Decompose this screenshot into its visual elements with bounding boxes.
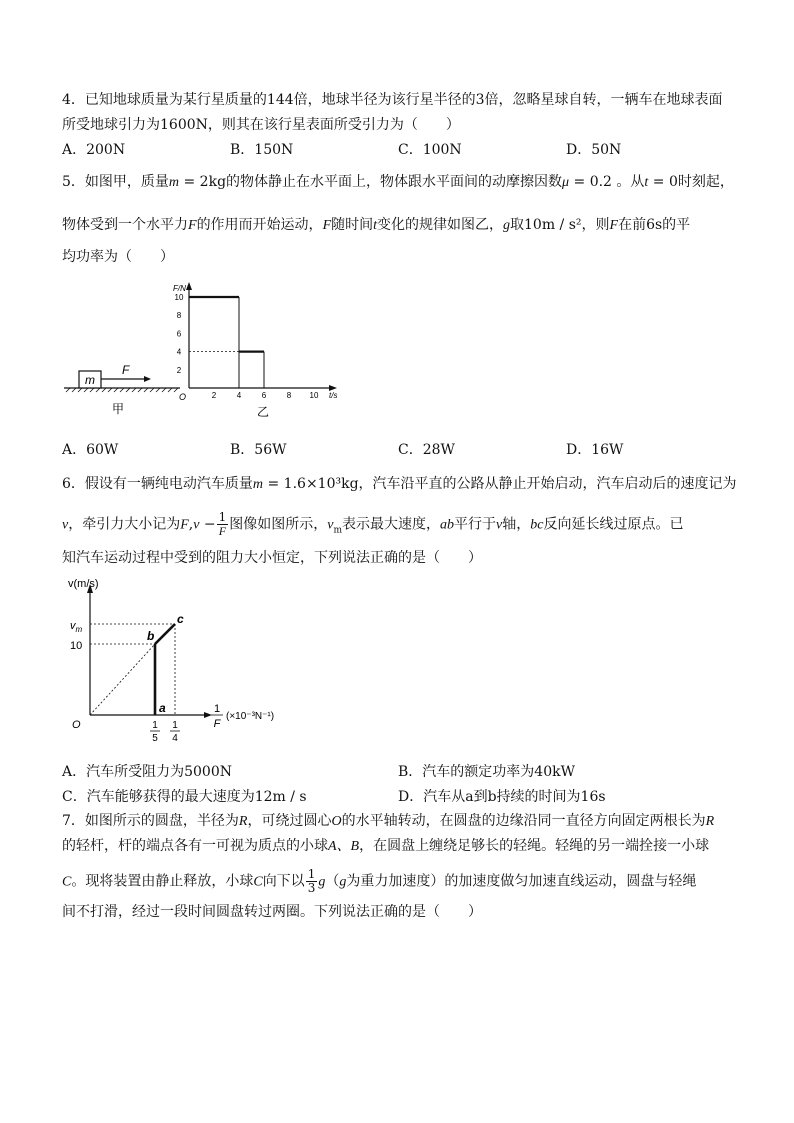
vf-vm-label: $v_m$	[70, 620, 83, 634]
vf-x-den: F	[213, 718, 221, 730]
caption-jia: 甲	[112, 402, 125, 415]
q6-option-d: D．汽车从a到b持续的时间为16s	[398, 789, 606, 805]
q6-line-3: 知汽车运动过程中受到的阻力大小恒定，下列说法正确的是（ ）	[62, 550, 482, 566]
q5-line-2: 物体受到一个水平力F的作用而开始运动，F随时间t变化的规律如图乙，g取10m / s²，则F在前6s的平	[62, 217, 691, 233]
force-f-label: F	[122, 363, 130, 377]
q7-line-2: 的轻杆，杆的端点各有一可视为质点的小球A、B，在圆盘上缠绕足够长的轻绳。轻绳的另一端拴接一小球	[62, 838, 710, 854]
q7-line-1: 7．如图所示的圆盘，半径为R，可绕过圆心O的水平轴转动，在圆盘的边缘沿同一直径方向固定两根长为R	[62, 813, 715, 829]
q6-option-a: A．汽车所受阻力为5000N	[62, 764, 232, 780]
q7-line-3: C。现将装置由静止释放，小球C向下以 $\frac{1}{3}$ g（g为重力加速度）的加速度做匀加速直线运动，圆盘与轻绳	[62, 867, 697, 895]
caption-yi: 乙	[257, 405, 270, 419]
vf-segment-bc	[155, 624, 175, 644]
ft-x-tick-label: 8	[286, 391, 292, 400]
q5-figure-jia	[62, 355, 182, 415]
ft-y-tick-label: 4	[176, 347, 182, 357]
ft-x-label: t/s	[329, 391, 338, 400]
q7-line-4: 间不打滑，经过一段时间圆盘转过两圈。下列说法正确的是（ ）	[62, 904, 482, 920]
q4-option-d: D．50N	[566, 142, 622, 158]
ft-x-tick-label: 6	[261, 391, 267, 400]
q6-inline-fraction: $\frac{1}{F}$	[218, 510, 227, 538]
force-arrow-head	[144, 376, 151, 382]
q5-option-a: A．60W	[62, 442, 119, 458]
ground-hatch	[66, 388, 178, 392]
q5-option-d: D．16W	[566, 442, 624, 458]
vf-origin: O	[72, 719, 81, 731]
q5-figure-yi-chart	[165, 280, 350, 420]
ft-x-tick-label: 2	[211, 391, 217, 400]
ft-y-label: F/N	[173, 284, 186, 293]
ft-origin: O	[179, 392, 187, 402]
q6-line-1: 6．假设有一辆纯电动汽车质量m = 1.6×10³kg，汽车沿平直的公路从静止开始启动，汽车启动后的速度记为	[62, 476, 737, 492]
ft-y-tick-label: 8	[176, 311, 182, 321]
ft-y-tick-label: 2	[176, 365, 182, 375]
q6-option-b: B．汽车的额定功率为40kW	[398, 764, 575, 780]
vf-x-arrow	[204, 712, 212, 718]
vf-x2-den: 4	[172, 733, 178, 744]
block-m-label: m	[85, 373, 95, 387]
q5-option-c: C．28W	[398, 442, 455, 458]
q5-line-3: 均功率为（ ）	[62, 249, 174, 265]
vf-x1-num: 1	[152, 720, 158, 731]
q4-line-1: 4．已知地球质量为某行星质量的144倍，地球半径为该行星半径的3倍，忽略星球自转，一辆车在地球表面	[62, 92, 723, 108]
q4-option-b: B．150N	[230, 142, 294, 158]
vf-x1-den: 5	[152, 733, 158, 744]
vf-x-num: 1	[213, 703, 221, 715]
vf-dotted-origin-b	[90, 644, 155, 715]
ft-x-tick-label: 10	[309, 391, 319, 400]
q6-figure-v-1f	[60, 575, 300, 750]
vf-x-unit: (×10⁻³N⁻¹)	[226, 711, 275, 722]
q4-option-a: A．200N	[62, 142, 126, 158]
ft-y-tick-label: 6	[176, 329, 182, 339]
q7-inline-fraction: $\frac{1}{3}$	[307, 867, 316, 895]
q4-option-c: C．100N	[398, 142, 462, 158]
ft-x-tick-label: 4	[236, 391, 242, 400]
vf-point-b: b	[147, 629, 155, 643]
q5-line-1: 5．如图甲，质量m = 2kg的物体静止在水平面上，物体跟水平面间的动摩擦因数μ = 0.2 。从t = 0时刻起，	[62, 174, 734, 190]
q4-line-2: 所受地球引力为1600N，则其在该行星表面所受引力为（ ）	[62, 117, 460, 133]
vf-x2-num: 1	[172, 720, 178, 731]
ft-y-arrow	[186, 282, 192, 290]
q6-line-2: v，牵引力大小记为F,v − $\frac{1}{F}$ 图像如图所示，$v_m$表示最大速度，ab平行于v轴，bc反向延长线过原点。已	[62, 510, 684, 538]
ft-y-tick-label: 10	[174, 293, 184, 302]
vf-point-c: c	[177, 612, 184, 626]
vf-ten-label: 10	[70, 640, 83, 652]
q6-option-c: C．汽车能够获得的最大速度为12m / s	[62, 789, 307, 805]
vf-y-label: v(m/s)	[68, 578, 99, 590]
vf-point-a: a	[159, 701, 166, 715]
q5-option-b: B．56W	[230, 442, 287, 458]
